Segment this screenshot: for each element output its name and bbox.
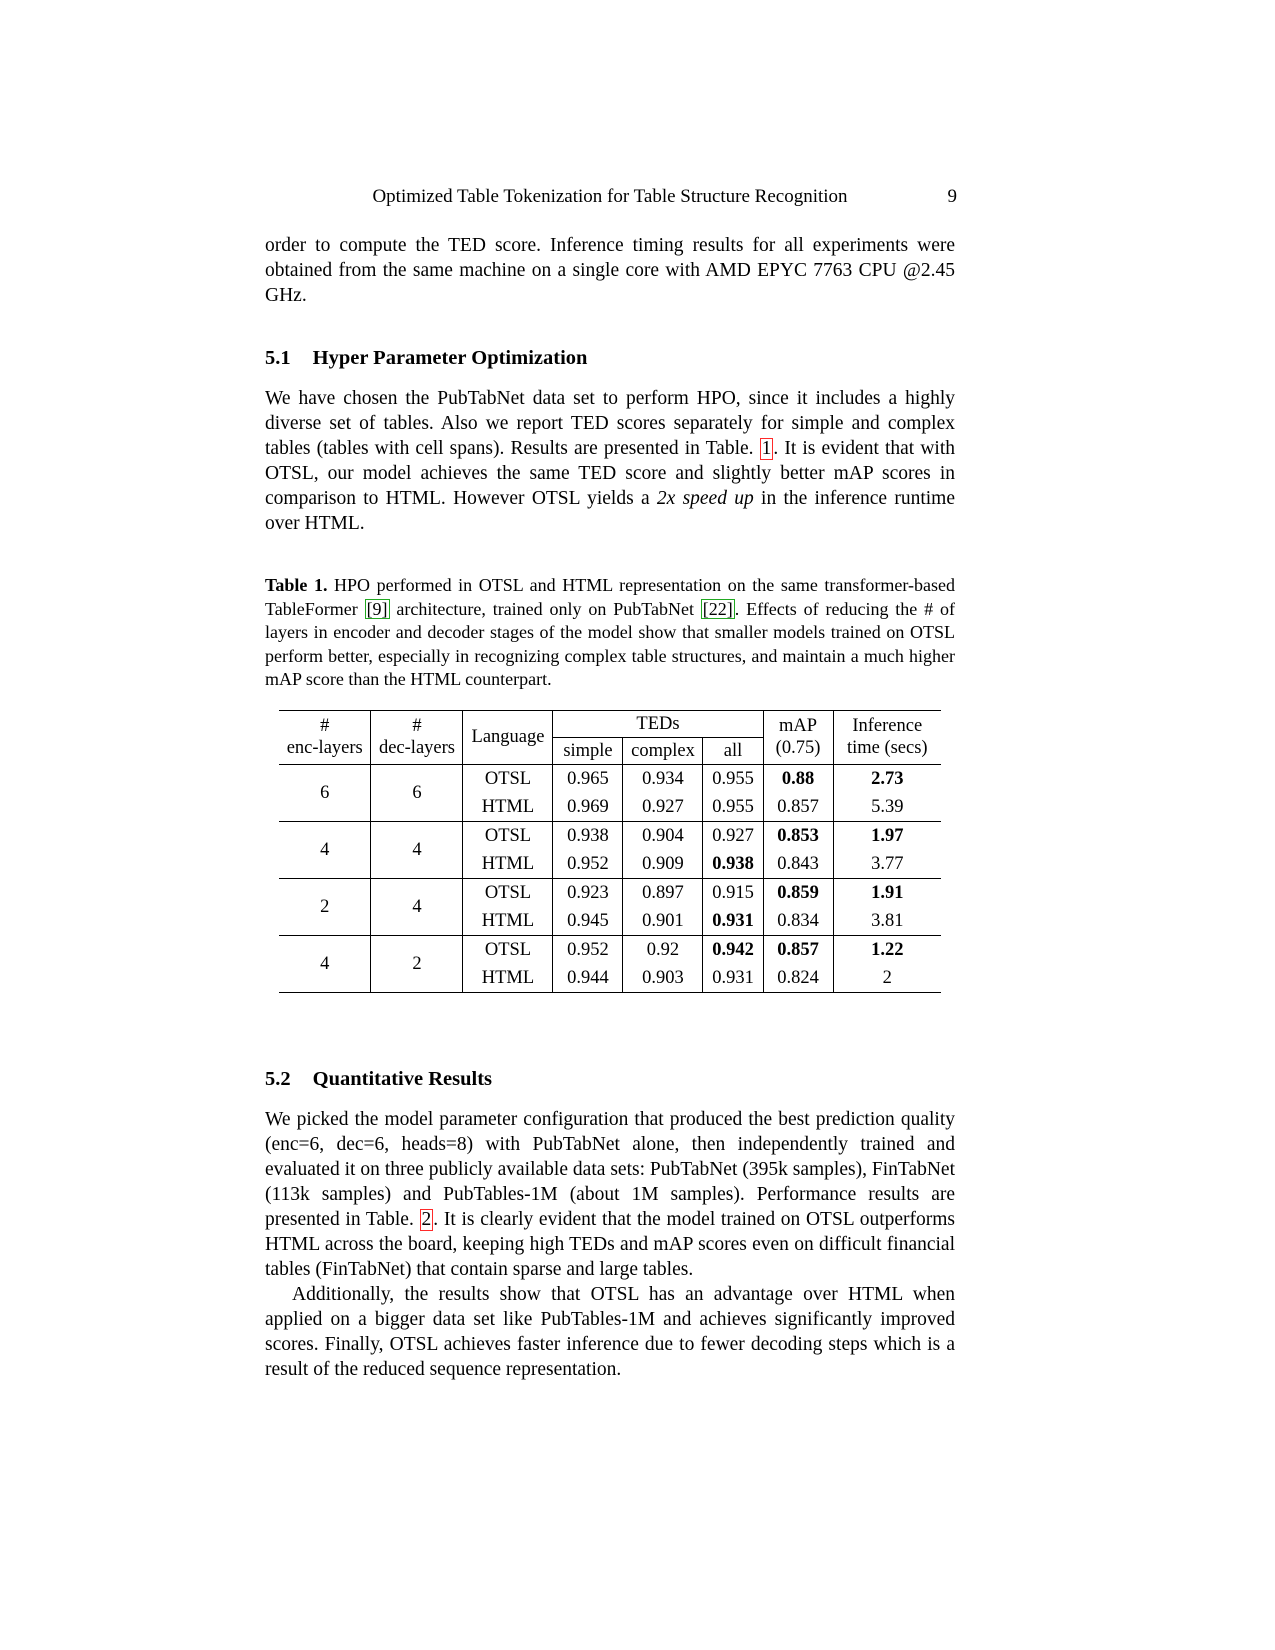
header-dec-layers xyxy=(371,710,463,764)
cell-teds-all: 0.931 xyxy=(703,964,763,993)
cell-teds-complex: 0.909 xyxy=(623,850,703,879)
header-text: # xyxy=(320,716,330,736)
section-number: 5.2 xyxy=(265,1067,291,1090)
cell-map: 0.857 xyxy=(763,935,833,964)
intro-paragraph: order to compute the TED score. Inference timing results for all experiments were obtained from the same machine on a single core with AMD EPYC 7763 CPU @2.45 GHz. xyxy=(265,235,955,306)
header-all: all xyxy=(703,737,763,764)
cell-time: 1.91 xyxy=(833,878,941,907)
caption-text: . Effects of reducing the # of layers in encoder and decoder stages of the model show that smaller models trained on OTSL perform better, especially in recognizing complex table structures, and maintain a much higher mAP score than the HTML counterpart. xyxy=(265,598,955,689)
cell-teds-simple: 0.945 xyxy=(553,907,623,936)
page-number: 9 xyxy=(947,186,957,207)
table-row xyxy=(279,764,941,793)
cell-language: HTML xyxy=(463,907,553,936)
header-text: enc-layers xyxy=(286,738,363,758)
header-text: (0.75) xyxy=(775,738,821,758)
header-map xyxy=(763,710,833,764)
section-heading-5-2 xyxy=(265,1067,955,1092)
cell-time: 5.39 xyxy=(833,793,941,822)
cell-language: HTML xyxy=(463,793,553,822)
table-row xyxy=(279,935,941,964)
cell-teds-complex: 0.934 xyxy=(623,764,703,793)
cell-teds-simple: 0.952 xyxy=(553,850,623,879)
paragraph-text: in the inference runtime over HTML. xyxy=(265,488,955,534)
cell-dec: 4 xyxy=(371,821,463,878)
header-text: dec-layers xyxy=(378,738,455,758)
cell-teds-simple: 0.944 xyxy=(553,964,623,993)
cell-teds-complex: 0.897 xyxy=(623,878,703,907)
section-number: 5.1 xyxy=(265,347,291,369)
citation-22-link[interactable]: [22] xyxy=(702,598,733,619)
header-text: Inference xyxy=(852,716,923,736)
caption-text: HPO performed in OTSL and HTML representation on the same transformer-based TableFormer xyxy=(265,575,955,619)
header-inference-time xyxy=(833,710,941,764)
cell-enc: 2 xyxy=(279,878,371,935)
cell-map: 0.88 xyxy=(763,764,833,793)
cell-map: 0.859 xyxy=(763,878,833,907)
cell-teds-all: 0.931 xyxy=(703,907,763,936)
cell-teds-simple: 0.938 xyxy=(553,821,623,850)
paragraph-text: . It is clearly evident that the model trained on OTSL outperforms HTML across the board, keeping high TEDs and mAP scores even on difficult financial tables (FinTabNet) that contain sparse and large tables. xyxy=(265,1208,956,1280)
cell-language: OTSL xyxy=(463,764,553,793)
cell-teds-all: 0.938 xyxy=(703,850,763,879)
text-column xyxy=(265,0,955,1382)
paragraph-text: We picked the model parameter configuration that produced the best prediction quality (enc=6, dec=6, heads=8) with PubTabNet alone, then independently trained and evaluated it on three publicly available data sets: PubTabNet (395k samples), FinTabNet (113k samples) and PubTables-1M (about 1M samples). Performance results are presented in Table. xyxy=(265,1108,955,1230)
section-heading-5-1 xyxy=(265,346,955,371)
cell-teds-complex: 0.903 xyxy=(623,964,703,993)
cell-time: 2.73 xyxy=(833,764,941,793)
cell-time: 1.97 xyxy=(833,821,941,850)
cell-teds-all: 0.955 xyxy=(703,764,763,793)
cell-map: 0.857 xyxy=(763,793,833,822)
cell-teds-all: 0.942 xyxy=(703,935,763,964)
section-5-1-paragraph xyxy=(265,386,955,536)
table-header-row-1 xyxy=(279,710,941,737)
cell-language: OTSL xyxy=(463,821,553,850)
table-1-ref-link[interactable]: 1 xyxy=(761,438,772,459)
section-title: Quantitative Results xyxy=(312,1067,492,1090)
cell-dec: 6 xyxy=(371,764,463,821)
cell-teds-simple: 0.952 xyxy=(553,935,623,964)
cell-language: OTSL xyxy=(463,878,553,907)
table-row xyxy=(279,821,941,850)
cell-map: 0.843 xyxy=(763,850,833,879)
header-language: Language xyxy=(463,710,553,764)
cell-teds-complex: 0.92 xyxy=(623,935,703,964)
cell-teds-complex: 0.901 xyxy=(623,907,703,936)
citation-9-link[interactable]: [9] xyxy=(366,598,388,619)
section-5-2-paragraph-2: Additionally, the results show that OTSL has an advantage over HTML when applied on a bigger data set like PubTables-1M and achieves significantly improved scores. Finally, OTSL achieves faster inference due to fewer decoding steps which is a result of the reduced sequence representation. xyxy=(265,1283,955,1380)
cell-enc: 4 xyxy=(279,935,371,992)
cell-teds-simple: 0.969 xyxy=(553,793,623,822)
paragraph-text: We have chosen the PubTabNet data set to perform HPO, since it includes a highly diverse set of tables. Also we report TED scores separately for simple and complex tables (tables with cell spans). Results are presented in Table. xyxy=(265,388,955,459)
caption-text: architecture, trained only on PubTabNet xyxy=(389,598,701,619)
section-5-2-paragraph-1 xyxy=(265,1107,955,1282)
table-2-ref-link[interactable]: 2 xyxy=(421,1208,432,1230)
results-table-1 xyxy=(279,710,941,993)
cell-map: 0.834 xyxy=(763,907,833,936)
cell-dec: 4 xyxy=(371,878,463,935)
cell-teds-complex: 0.927 xyxy=(623,793,703,822)
cell-teds-simple: 0.923 xyxy=(553,878,623,907)
cell-teds-simple: 0.965 xyxy=(553,764,623,793)
header-simple: simple xyxy=(553,737,623,764)
page-header xyxy=(265,184,955,209)
header-text: mAP xyxy=(778,716,818,736)
paragraph-text: . It is evident that with OTSL, our model achieves the same TED score and slightly better mAP scores in comparison to HTML. However OTSL yields a xyxy=(265,438,955,509)
cell-language: OTSL xyxy=(463,935,553,964)
cell-teds-all: 0.915 xyxy=(703,878,763,907)
cell-time: 1.22 xyxy=(833,935,941,964)
header-enc-layers xyxy=(279,710,371,764)
section-title: Hyper Parameter Optimization xyxy=(312,347,588,369)
header-teds: TEDs xyxy=(553,710,763,737)
table-1-caption xyxy=(265,574,955,692)
header-complex: complex xyxy=(623,737,703,764)
cell-enc: 4 xyxy=(279,821,371,878)
table-row xyxy=(279,878,941,907)
cell-time: 3.81 xyxy=(833,907,941,936)
cell-time: 3.77 xyxy=(833,850,941,879)
header-text: # xyxy=(412,716,422,736)
cell-map: 0.824 xyxy=(763,964,833,993)
caption-label: Table 1. xyxy=(265,575,328,595)
emphasized-text: 2x speed up xyxy=(656,488,754,509)
cell-teds-all: 0.927 xyxy=(703,821,763,850)
cell-enc: 6 xyxy=(279,764,371,821)
cell-dec: 2 xyxy=(371,935,463,992)
header-text: time (secs) xyxy=(846,738,928,758)
cell-map: 0.853 xyxy=(763,821,833,850)
cell-language: HTML xyxy=(463,964,553,993)
cell-language: HTML xyxy=(463,850,553,879)
cell-teds-complex: 0.904 xyxy=(623,821,703,850)
cell-time: 2 xyxy=(833,964,941,993)
cell-teds-all: 0.955 xyxy=(703,793,763,822)
running-head-title: Optimized Table Tokenization for Table Structure Recognition xyxy=(372,186,848,207)
